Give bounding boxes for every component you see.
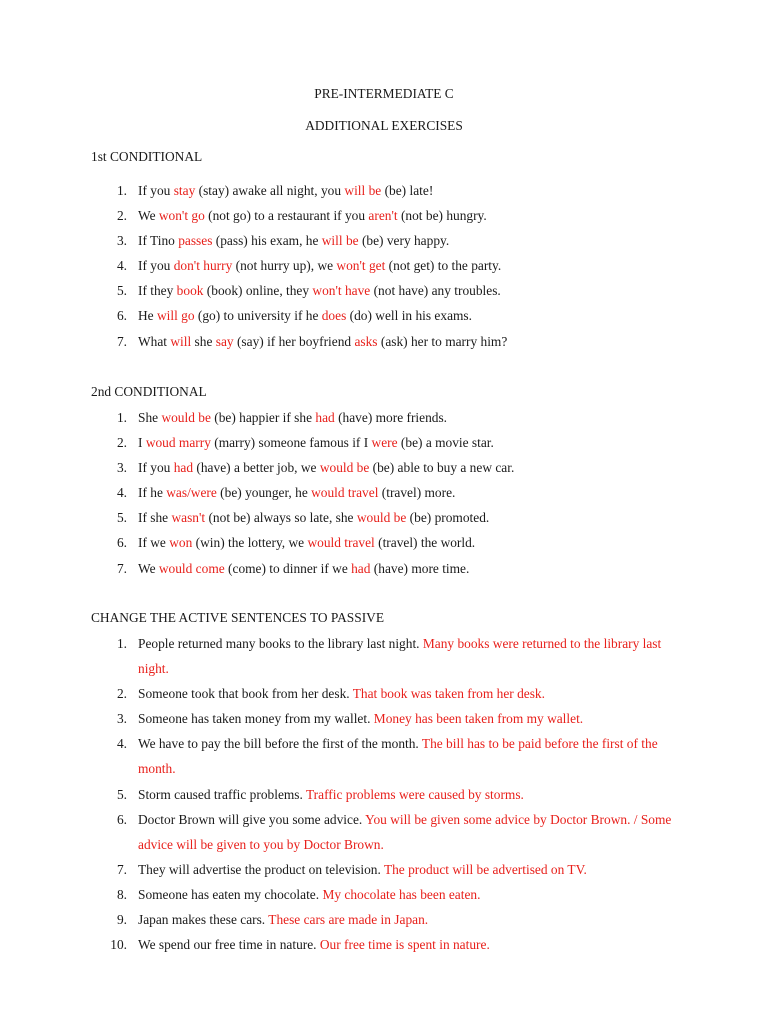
answer-text: Traffic problems were caused by storms. (305, 786, 524, 802)
prompt-text: If they (138, 283, 177, 299)
item-number: 2. (116, 435, 127, 451)
prompt-text: We (138, 560, 159, 576)
item-text (138, 303, 683, 328)
prompt-text: People returned many books to the library last night. (138, 636, 423, 651)
prompt-text: (travel) more. (378, 485, 456, 501)
item-text (138, 405, 683, 430)
answer-text: had (351, 560, 371, 576)
answer-text: does (321, 308, 347, 324)
prompt-text: (be) happier if she (210, 410, 316, 425)
prompt-text: Someone has eaten my chocolate. (138, 886, 323, 902)
answer-text: These cars are made in Japan. (268, 912, 429, 928)
item-text (138, 253, 683, 278)
item-number: 2. (116, 686, 127, 702)
item-text (138, 278, 683, 303)
item-number: 5. (116, 786, 127, 802)
answer-text: was/were (166, 485, 217, 501)
item-number: 1. (116, 183, 127, 198)
prompt-text: We spend our free time in nature. (138, 937, 320, 953)
prompt-text: Doctor Brown will give you some advice. (138, 811, 366, 827)
page-subtitle: ADDITIONAL EXERCISES (305, 118, 463, 133)
item-text (138, 907, 683, 932)
item-text (138, 631, 683, 681)
answer-text: would be (161, 410, 211, 425)
item-text (138, 706, 683, 731)
answer-text: will be (344, 183, 382, 198)
answer-text: would travel (307, 535, 375, 551)
answer-text: That book was taken from her desk. (352, 686, 545, 702)
answer-text: woud marry (145, 435, 211, 451)
answer-text: You will be given some advice by Doctor Brown. / Some advice will be given to you by Doctor Brown. (138, 811, 672, 852)
list-item (0, 882, 768, 907)
page-title: PRE-INTERMEDIATE C (314, 86, 454, 101)
prompt-text: (travel) the world. (374, 535, 476, 551)
prompt-text: If you (138, 258, 174, 274)
item-number: 1. (116, 410, 127, 425)
prompt-text: We (138, 208, 159, 224)
exercise-list-passive (0, 631, 768, 957)
list-item (0, 681, 768, 706)
prompt-text: Someone has taken money from my wallet. (138, 711, 374, 727)
prompt-text: Storm caused traffic problems. (138, 786, 306, 802)
answer-text: would travel (311, 485, 379, 501)
list-item (0, 706, 768, 731)
item-text (138, 430, 683, 455)
answer-text: would come (158, 560, 225, 576)
list-item (0, 556, 768, 581)
answer-text: will (170, 333, 192, 349)
prompt-text: (be) promoted. (406, 510, 490, 526)
prompt-text: If she (138, 510, 172, 526)
item-text (138, 932, 683, 957)
answer-text: don't hurry (173, 258, 233, 274)
exercise-list-second-conditional (0, 405, 768, 581)
item-text (138, 178, 683, 203)
item-number: 6. (116, 308, 127, 324)
answer-text: wasn't (171, 510, 206, 526)
answer-text: Many books were returned to the library last night. (138, 636, 662, 677)
prompt-text: (have) a better job, we (193, 460, 320, 476)
list-item (0, 455, 768, 480)
answer-text: were (371, 435, 398, 451)
item-number: 2. (116, 208, 127, 224)
item-text (138, 882, 683, 907)
prompt-text: (have) more friends. (334, 410, 448, 425)
prompt-text: (say) if her boyfriend (233, 333, 355, 349)
prompt-text: (pass) his exam, he (212, 233, 322, 249)
prompt-text: she (191, 333, 216, 349)
item-number: 9. (116, 912, 127, 928)
prompt-text: (not have) any troubles. (370, 283, 501, 299)
prompt-text: (not hurry up), we (232, 258, 337, 274)
prompt-text: (be) very happy. (358, 233, 450, 249)
item-number: 4. (116, 485, 127, 501)
list-item (0, 857, 768, 882)
prompt-text: (stay) awake all night, you (195, 183, 345, 198)
answer-text: stay (173, 183, 196, 198)
answer-text: won (169, 535, 193, 551)
prompt-text: (not get) to the party. (385, 258, 502, 274)
item-number: 7. (116, 333, 127, 349)
prompt-text: (not go) to a restaurant if you (204, 208, 369, 224)
list-item (0, 178, 768, 203)
answer-text: passes (178, 233, 213, 249)
item-text (138, 455, 683, 480)
item-text (138, 480, 683, 505)
item-text (138, 681, 683, 706)
prompt-text: (win) the lottery, we (192, 535, 308, 551)
item-number: 8. (116, 886, 127, 902)
prompt-text: (ask) her to marry him? (377, 333, 508, 349)
list-item (0, 907, 768, 932)
answer-text: had (315, 410, 335, 425)
item-number: 4. (116, 736, 127, 752)
answer-text: won't get (336, 258, 386, 274)
prompt-text: He (138, 308, 157, 324)
item-number: 1. (116, 636, 127, 651)
list-item (0, 530, 768, 555)
list-item (0, 278, 768, 303)
prompt-text: What (138, 333, 171, 349)
list-item (0, 405, 768, 430)
prompt-text: (book) online, they (203, 283, 313, 299)
item-text (138, 807, 683, 857)
prompt-text: (marry) someone famous if I (210, 435, 372, 451)
prompt-text: (have) more time. (370, 560, 470, 576)
prompt-text: (be) late! (381, 183, 434, 198)
item-text (138, 782, 683, 807)
section-heading-passive: CHANGE THE ACTIVE SENTENCES TO PASSIVE (91, 610, 385, 625)
item-text (138, 857, 683, 882)
prompt-text: We have to pay the bill before the first of the month. (138, 736, 422, 752)
prompt-text: Someone took that book from her desk. (138, 686, 353, 702)
list-item (0, 932, 768, 957)
prompt-text: If we (138, 535, 170, 551)
item-text (138, 556, 683, 581)
list-item (0, 203, 768, 228)
list-item (0, 480, 768, 505)
prompt-text: (be) a movie star. (397, 435, 494, 451)
item-number: 3. (116, 711, 127, 727)
answer-text: aren't (368, 208, 398, 224)
exercise-list-first-conditional (0, 178, 768, 354)
answer-text: asks (354, 333, 378, 349)
answer-text: would be (356, 510, 407, 526)
answer-text: won't go (158, 208, 205, 224)
item-number: 6. (116, 535, 127, 551)
section-heading-first-conditional: 1st CONDITIONAL (91, 149, 203, 164)
prompt-text: She (138, 410, 162, 425)
item-number: 6. (116, 811, 127, 827)
answer-text: won't have (312, 283, 371, 299)
prompt-text: I (138, 435, 146, 451)
prompt-text: They will advertise the product on television. (138, 861, 384, 877)
prompt-text: Japan makes these cars. (138, 912, 269, 928)
item-number: 3. (116, 460, 127, 476)
answer-text: The bill has to be paid before the first of the month. (138, 736, 658, 777)
item-text (138, 228, 683, 253)
answer-text: will be (321, 233, 359, 249)
item-text (138, 203, 683, 228)
prompt-text: (do) well in his exams. (346, 308, 472, 324)
item-number: 7. (116, 560, 127, 576)
list-item (0, 303, 768, 328)
item-text (138, 530, 683, 555)
answer-text: would be (319, 460, 370, 476)
item-number: 4. (116, 258, 127, 274)
item-number: 7. (116, 861, 127, 877)
item-number: 3. (116, 233, 127, 249)
prompt-text: If he (138, 485, 167, 501)
answer-text: book (176, 283, 204, 299)
item-text (138, 505, 683, 530)
list-item (0, 782, 768, 807)
prompt-text: (not be) always so late, she (205, 510, 357, 526)
list-item (0, 329, 768, 354)
item-number: 5. (116, 283, 127, 299)
item-number: 5. (116, 510, 127, 526)
list-item (0, 807, 768, 857)
list-item (0, 430, 768, 455)
list-item (0, 253, 768, 278)
prompt-text: If you (138, 183, 174, 198)
prompt-text: (come) to dinner if we (224, 560, 352, 576)
answer-text: Money has been taken from my wallet. (373, 711, 584, 727)
list-item (0, 631, 768, 681)
answer-text: will go (156, 308, 195, 324)
answer-text: The product will be advertised on TV. (383, 861, 587, 877)
prompt-text: (be) younger, he (216, 485, 312, 501)
list-item (0, 505, 768, 530)
prompt-text: (not be) hungry. (397, 208, 487, 224)
item-text (138, 329, 683, 354)
answer-text: had (173, 460, 194, 476)
section-heading-second-conditional: 2nd CONDITIONAL (91, 384, 207, 399)
item-number: 10. (110, 937, 127, 953)
answer-text: Our free time is spent in nature. (319, 937, 490, 953)
prompt-text: If Tino (138, 233, 179, 249)
item-text (138, 731, 683, 781)
prompt-text: If you (138, 460, 174, 476)
answer-text: say (215, 333, 234, 349)
list-item (0, 731, 768, 781)
prompt-text: (go) to university if he (194, 308, 322, 324)
answer-text: My chocolate has been eaten. (322, 886, 481, 902)
prompt-text: (be) able to buy a new car. (369, 460, 515, 476)
list-item (0, 228, 768, 253)
